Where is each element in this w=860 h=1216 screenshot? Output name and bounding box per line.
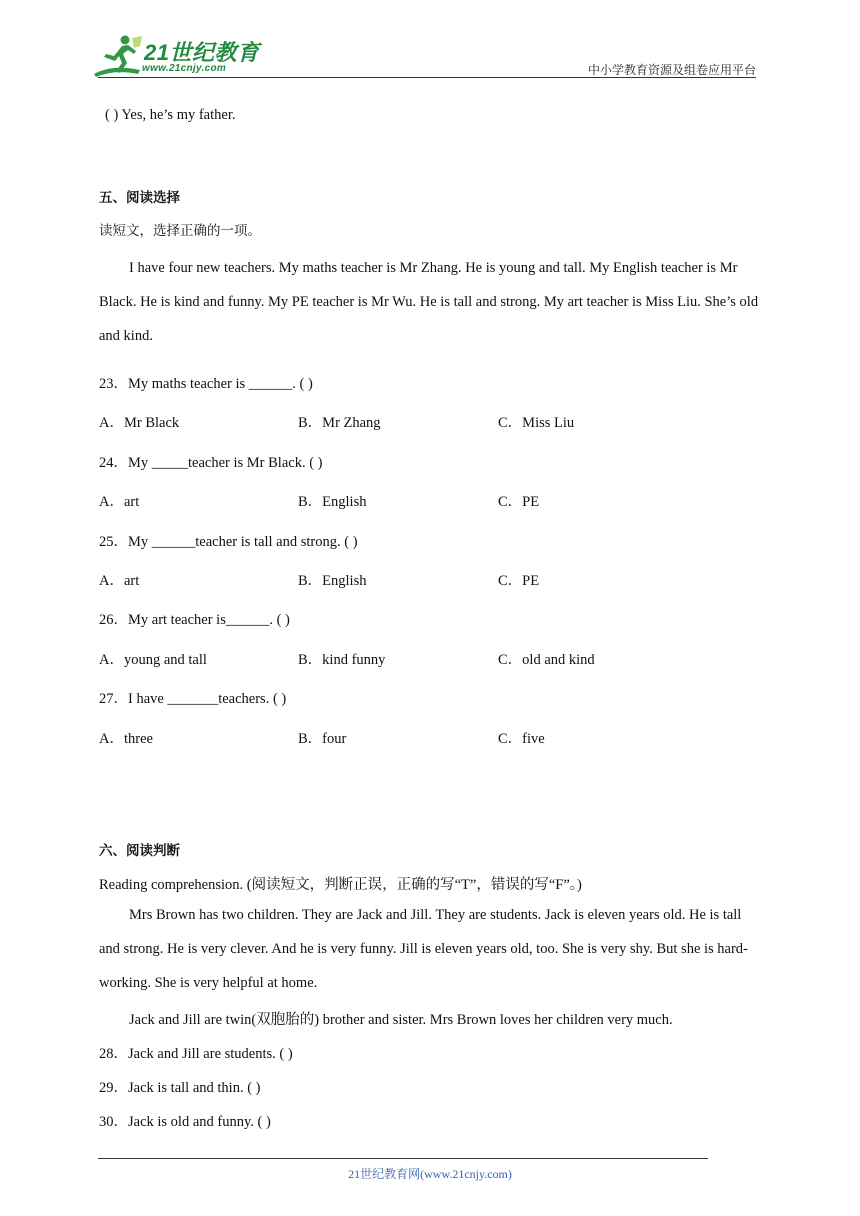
footer-divider xyxy=(98,1158,708,1159)
question-stem: 25．My ______teacher is tall and strong. ( ) xyxy=(99,534,358,550)
question-stem: 24．My _____teacher is Mr Black. ( ) xyxy=(99,455,323,471)
option-c: C．five xyxy=(498,731,545,747)
option-b: B．English xyxy=(298,573,367,589)
prev-question: ( ) Yes, he’s my father. xyxy=(105,107,236,123)
option-b: B．English xyxy=(298,494,367,510)
question-stem: 27．I have _______teachers. ( ) xyxy=(99,691,287,707)
section-instruction: Reading comprehension. (阅读短文，判断正误，正确的写“T”，错误的写“F”。) xyxy=(99,877,582,893)
option-c: C．PE xyxy=(498,494,540,510)
section-instruction: 读短文，选择正确的一项。 xyxy=(99,223,261,239)
option-a: A．Mr Black xyxy=(99,415,180,431)
option-a: A．three xyxy=(99,731,153,747)
question-stem: 23．My maths teacher is ______. ( ) xyxy=(99,376,313,392)
section-title: 六、阅读判断 xyxy=(99,843,180,859)
option-a: A．art xyxy=(99,494,140,510)
footer-link[interactable]: 21世纪教育网(www.21cnjy.com) xyxy=(348,1167,512,1181)
option-b: B．kind funny xyxy=(298,652,386,668)
option-a: A．art xyxy=(99,573,140,589)
judgement-item: 30．Jack is old and funny. ( ) xyxy=(99,1114,271,1130)
option-c: C．old and kind xyxy=(498,652,595,668)
logo-name: 21世纪教育 xyxy=(144,40,260,65)
reading-passage: Mrs Brown has two children. They are Jack and Jill. They are students. Jack is eleven years old. He is tall and strong. He is very clever. And he is very funny. Jill is eleven years old, too. She is very shy. But she is hard-working. She is very helpful at home. xyxy=(99,907,748,991)
section-title: 五、阅读选择 xyxy=(99,190,180,206)
option-a: A．young and tall xyxy=(99,652,207,668)
option-c: C．PE xyxy=(498,573,540,589)
reading-passage-continued: Jack and Jill are twin(双胞胎的) brother and sister. Mrs Brown loves her children very much. xyxy=(129,1012,673,1028)
runner-logo-icon xyxy=(92,34,144,78)
option-b: B．four xyxy=(298,731,347,747)
reading-passage: I have four new teachers. My maths teacher is Mr Zhang. He is young and tall. My English teacher is Mr Black. He is kind and funny. My PE teacher is Mr Wu. He is tall and strong. My art teacher is Miss Liu. She’s old and kind. xyxy=(99,260,759,344)
logo-url: www.21cnjy.com xyxy=(142,63,227,74)
header-divider xyxy=(98,77,756,78)
platform-name: 中小学教育资源及组卷应用平台 xyxy=(587,63,756,77)
judgement-item: 28．Jack and Jill are students. ( ) xyxy=(99,1046,293,1062)
question-stem: 26．My art teacher is______. ( ) xyxy=(99,612,290,628)
option-b: B．Mr Zhang xyxy=(298,415,381,431)
judgement-item: 29．Jack is tall and thin. ( ) xyxy=(99,1080,261,1096)
option-c: C．Miss Liu xyxy=(498,415,575,431)
logo xyxy=(92,34,262,78)
